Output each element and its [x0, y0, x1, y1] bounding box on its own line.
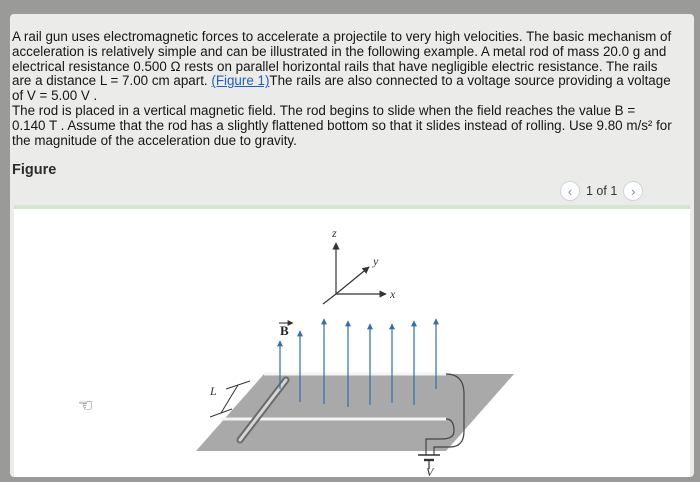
y-axis-label: y [373, 254, 379, 268]
chevron-left-icon[interactable]: ‹ [560, 181, 580, 201]
distance-label: L [210, 384, 217, 398]
figure-1-link[interactable]: (Figure 1) [211, 73, 270, 89]
hand-cursor-icon: ☜ [78, 396, 94, 415]
rail-gun-diagram [14, 209, 690, 477]
y-axis-negative [323, 294, 336, 304]
figure-pager [560, 180, 685, 202]
figure-page-indicator: 1 of 1 [586, 184, 618, 198]
problem-text-part2: The rails are also connected to a voltage source providing a voltage of V = 5.00 V . [12, 73, 671, 104]
coordinate-axes [323, 243, 386, 304]
figure-heading: Figure [12, 162, 57, 178]
z-axis-label: z [332, 226, 337, 240]
problem-paragraph-1 [12, 30, 672, 104]
chevron-right-icon[interactable]: › [623, 181, 643, 201]
voltage-label: V [426, 465, 434, 477]
figure-image-area [14, 205, 690, 477]
x-axis-label: x [390, 287, 396, 301]
y-axis [336, 267, 369, 294]
problem-paragraph-2: The rod is placed in a vertical magnetic field. The rod begins to slide when the field reaches the value B = 0.140 T . Assume that the rod has a slightly flattened bottom so that it slides instead of rolling. Use 9.80 m/s² for the magnitude of the acceleration due to gravity. [12, 102, 672, 148]
problem-text [12, 30, 672, 148]
problem-text-part1: A rail gun uses electromagnetic forces to accelerate a projectile to very high velocities. The basic mechanism of acceleration is relatively simple and can be illustrated in the following example. A metal rod of mass 20.0 g and electrical resistance 0.500 Ω rests on parallel horizontal rails that have negligible electric resistance. The rails are a distance L = 7.00 cm apart. [12, 29, 672, 89]
magnetic-field-label: B [280, 323, 289, 338]
